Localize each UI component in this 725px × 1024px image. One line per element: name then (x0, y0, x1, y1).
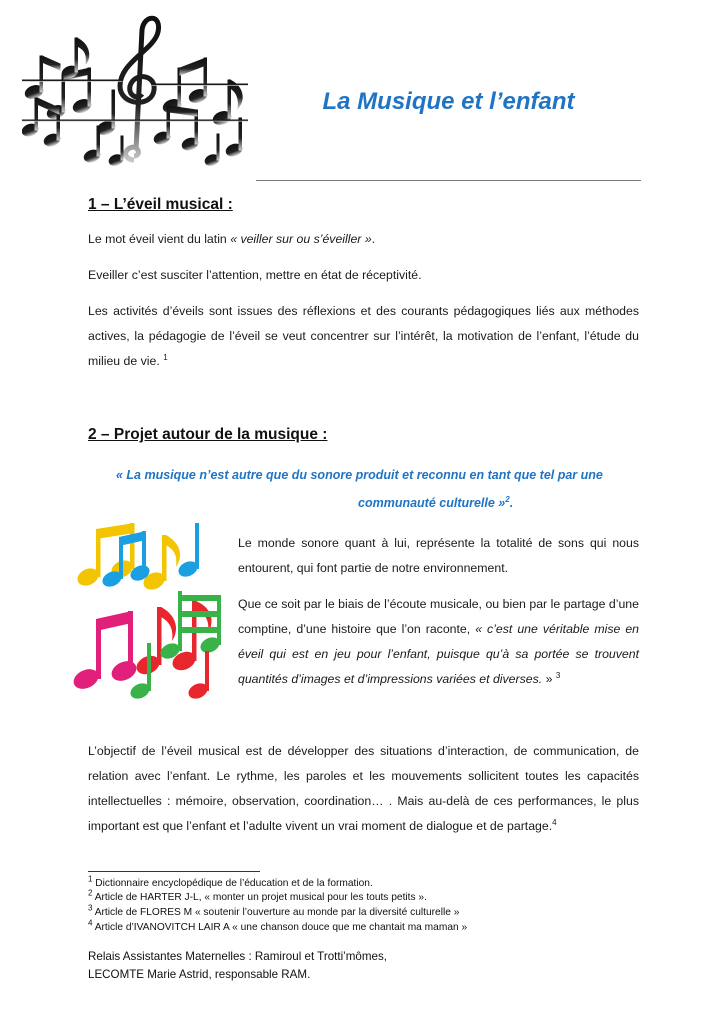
colorful-music-notes-icon (70, 515, 230, 700)
section-1-paragraph-1: Le mot éveil vient du latin « veiller sur ou s’éveiller ». (88, 232, 376, 246)
section-1-heading: 1 – L’éveil musical : (88, 196, 233, 213)
footer-line-1: Relais Assistantes Maternelles : Ramiroul et Trotti’mômes, (88, 950, 387, 963)
music-notes-logo-icon (22, 10, 248, 168)
quote-line-2: communauté culturelle »$^2$. (358, 495, 514, 511)
footnote-4: $^4$ Article d’IVANOVITCH LAIR A « une chanson douce que me chantait ma maman » (88, 918, 468, 933)
page-footer (88, 948, 387, 984)
footer-line-2: LECOMTE Marie Astrid, responsable RAM. (88, 968, 311, 981)
section-1-paragraph-2: Eveiller c’est susciter l’attention, mettre en état de réceptivité. (88, 268, 422, 282)
footnote-3: $^3$ Article de FLORES M « soutenir l’ouverture au monde par la diversité culturelle » (88, 903, 460, 918)
footnote-divider (88, 871, 260, 872)
footnote-ref-2: 2 (505, 495, 510, 504)
quote-line-1: « La musique n’est autre que du sonore produit et reconnu en tant que tel par une (116, 468, 603, 482)
section-2-heading: 2 – Projet autour de la musique : (88, 426, 328, 443)
footnote-ref-3: 3 (555, 670, 561, 680)
section-2-paragraph-1: Le monde sonore quant à lui, représente la totalité de sons qui nous entourent, qui font partie de notre environnement. (238, 536, 639, 575)
footnote-ref-1: 1 (163, 352, 168, 362)
footnote-1: $^1$ Dictionnaire encyclopédique de l’éducation et de la formation. (88, 874, 373, 889)
footnote-2: $^2$ Article de HARTER J-L, « monter un projet musical pour les touts petits ». (88, 888, 427, 903)
footnote-ref-4: 4 (552, 817, 557, 827)
section-2-paragraph-2: Que ce soit par le biais de l’écoute musicale, ou bien par le partage d’une comptine, d’une histoire que l’on raconte, « c’est une véritable mise en éveil qui est en jeu pour l’enfant, puisque qu’à sa portée se trouvent quantités d’images et d’impressions variées et diverses. » $^3$ (238, 597, 639, 686)
section-2-paragraph-3: L’objectif de l’éveil musical est de développer des situations d’interaction, de communication, de relation avec l’enfant. Le rythme, les paroles et les mouvements sollicitent toutes les capacités intellectuelles : mémoire, observation, coordination… . Mais au-delà de ces performances, le plus important est que l’enfant et l’adulte vivent un vrai moment de dialogue et de partage.$^4$ (88, 744, 639, 833)
title-divider (256, 180, 641, 181)
section-1-paragraph-3: Les activités d’éveils sont issues des réflexions et des courants pédagogiques liés aux méthodes actives, la pédagogie de l’éveil se veut concentrer sur l’intérêt, la motivation de l’enfant, l’étude du milieu de vie. $^1$ (88, 304, 639, 368)
document-title: La Musique et l’enfant (322, 88, 575, 115)
